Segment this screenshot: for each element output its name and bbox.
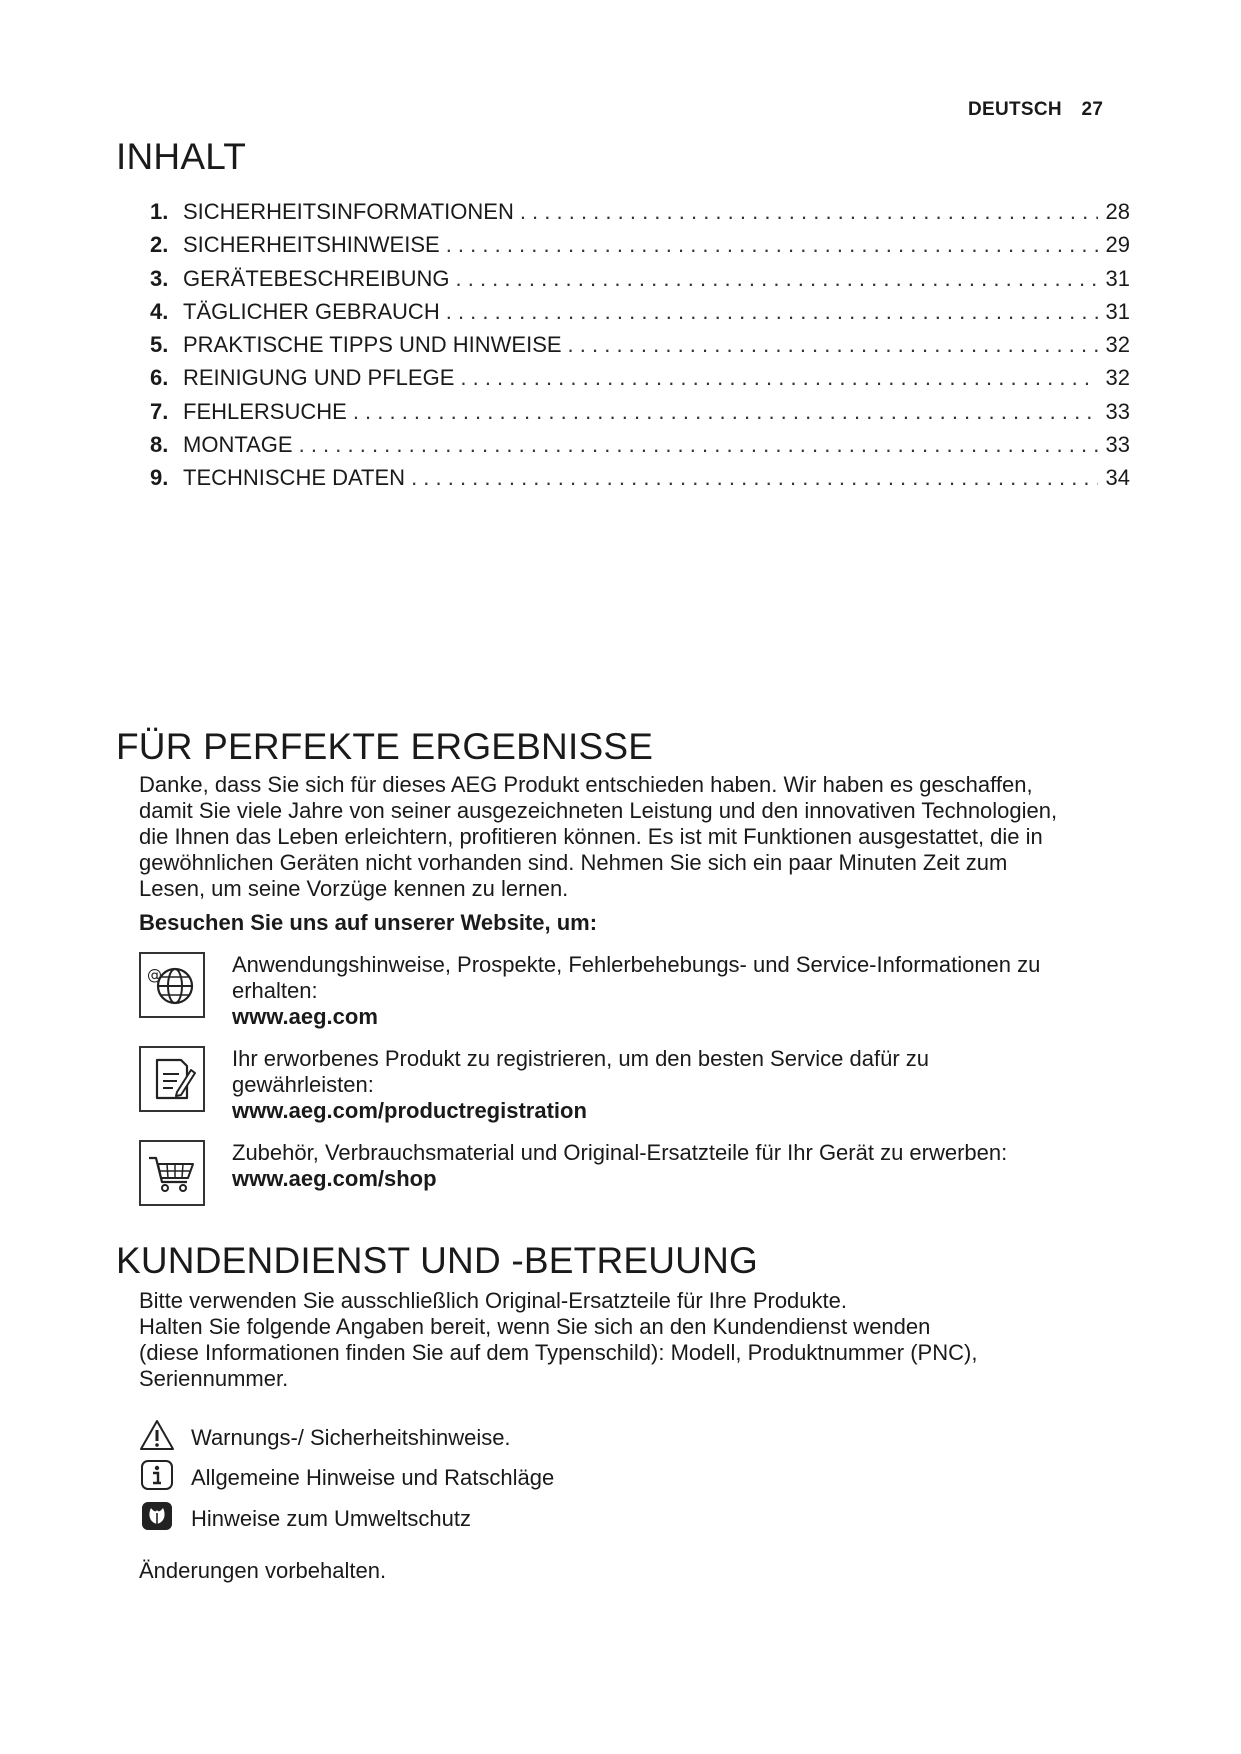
symbol-legend-environment — [139, 1503, 471, 1535]
toc-item-label: PRAKTISCHE TIPPS UND HINWEISE — [183, 332, 562, 358]
header-language: DEUTSCH — [968, 99, 1062, 120]
toc-leader-dots — [568, 332, 1098, 358]
product-registration-link[interactable]: www.aeg.com/productregistration — [232, 1098, 587, 1123]
toc-item-label: TÄGLICHER GEBRAUCH — [183, 298, 440, 324]
toc-item-page: 34 — [1105, 465, 1130, 491]
changes-reserved-note: Änderungen vorbehalten. — [139, 1558, 387, 1583]
toc-item[interactable] — [150, 232, 1130, 265]
results-section-title: FÜR PERFEKTE ERGEBNISSE — [116, 726, 654, 767]
toc-leader-dots — [353, 399, 1098, 425]
toc-item-number: 9. — [150, 465, 169, 491]
toc-leader-dots — [456, 266, 1099, 292]
toc-item-number: 3. — [150, 265, 169, 291]
toc-leader-dots — [460, 365, 1098, 391]
website-link-description — [232, 1140, 1152, 1192]
toc-item[interactable] — [150, 332, 1130, 365]
toc-leader-dots — [520, 199, 1098, 225]
website-link-description — [232, 1046, 1152, 1124]
toc-leader-dots — [411, 465, 1098, 491]
toc-item-label: MONTAGE — [183, 432, 293, 458]
intro-paragraph — [139, 772, 1139, 902]
toc-item-label: SICHERHEITSINFORMATIONEN — [183, 199, 514, 224]
toc-item-label: SICHERHEITSHINWEISE — [183, 232, 440, 258]
shop-link[interactable]: www.aeg.com/shop — [232, 1166, 437, 1191]
toc-item-number: 7. — [150, 398, 169, 424]
warning-icon — [139, 1419, 175, 1457]
toc-item-number: 6. — [150, 365, 169, 391]
toc-item-number: 2. — [150, 232, 169, 258]
toc-item-number: 4. — [150, 298, 169, 324]
toc-item[interactable] — [150, 199, 1130, 232]
toc-item[interactable] — [150, 465, 1130, 498]
toc-item-page: 31 — [1105, 265, 1130, 291]
toc-leader-dots — [446, 232, 1098, 258]
toc-leader-dots — [299, 432, 1098, 458]
service-line: (diese Informationen finden Sie auf dem Typenschild): Modell, Produktnummer (PNC), — [139, 1340, 978, 1365]
service-paragraph — [139, 1288, 1139, 1392]
intro-line: Danke, dass Sie sich für dieses AEG Produkt entschieden haben. Wir haben es geschaffen, — [139, 772, 1033, 797]
toc-item[interactable] — [150, 399, 1130, 432]
toc-title: INHALT — [116, 136, 247, 177]
symbol-label: Warnungs-/ Sicherheitshinweise. — [191, 1425, 511, 1450]
toc-leader-dots — [446, 299, 1098, 325]
toc-item-number: 5. — [150, 332, 169, 358]
symbol-legend-info — [139, 1462, 554, 1494]
link-text-line: Ihr erworbenes Produkt zu registrieren, um den besten Service dafür zu — [232, 1046, 930, 1071]
link-text-line: erhalten: — [232, 978, 318, 1003]
link-text-line: Zubehör, Verbrauchsmaterial und Original-Ersatzteile für Ihr Gerät zu erwerben: — [232, 1140, 1008, 1165]
toc-item-page: 33 — [1105, 432, 1130, 458]
environment-icon — [139, 1500, 175, 1538]
toc-item-page: 31 — [1105, 298, 1130, 324]
aeg-website-link[interactable]: www.aeg.com — [232, 1004, 378, 1029]
toc-item[interactable] — [150, 365, 1130, 398]
page-number: 27 — [1081, 99, 1104, 120]
toc-item[interactable] — [150, 266, 1130, 299]
service-line: Halten Sie folgende Angaben bereit, wenn Sie sich an den Kundendienst wenden — [139, 1314, 931, 1339]
website-link-description — [232, 952, 1152, 1030]
visit-website-heading: Besuchen Sie uns auf unserer Website, um: — [139, 910, 598, 935]
toc-item-number: 1. — [150, 199, 169, 224]
toc-item[interactable] — [150, 299, 1130, 332]
page-header — [968, 99, 1103, 121]
toc-item-page: 32 — [1105, 365, 1130, 391]
intro-line: die Ihnen das Leben erleichtern, profitieren können. Es ist mit Funktionen ausgestattet, die in — [139, 824, 1043, 849]
toc-item-number: 8. — [150, 432, 169, 458]
intro-line: Lesen, um seine Vorzüge kennen zu lernen. — [139, 876, 569, 901]
toc-item-label: REINIGUNG UND PFLEGE — [183, 365, 455, 391]
svg-text:@: @ — [147, 966, 162, 984]
toc-item-page: 32 — [1105, 332, 1130, 358]
symbol-label: Hinweise zum Umweltschutz — [191, 1506, 471, 1531]
toc-item-page: 33 — [1105, 398, 1130, 424]
service-section-title: KUNDENDIENST UND -BETREUUNG — [116, 1240, 758, 1281]
service-line: Bitte verwenden Sie ausschließlich Original-Ersatzteile für Ihre Produkte. — [139, 1288, 847, 1313]
intro-line: damit Sie viele Jahre von seiner ausgezeichneten Leistung und den innovativen Technologien, — [139, 798, 1058, 823]
toc-item-label: GERÄTEBESCHREIBUNG — [183, 265, 450, 291]
toc-item-page: 28 — [1105, 199, 1130, 224]
symbol-label: Allgemeine Hinweise und Ratschläge — [191, 1465, 555, 1490]
toc-item-label: FEHLERSUCHE — [183, 398, 347, 424]
link-text-line: Anwendungshinweise, Prospekte, Fehlerbehebungs- und Service-Informationen zu — [232, 952, 1041, 977]
symbol-legend-warning — [139, 1422, 511, 1454]
document-edit-icon — [139, 1046, 205, 1112]
link-text-line: gewährleisten: — [232, 1072, 374, 1097]
toc-item[interactable] — [150, 432, 1130, 465]
toc-item-page: 29 — [1105, 232, 1130, 258]
globe-at-icon — [139, 952, 205, 1018]
info-icon — [139, 1459, 175, 1497]
toc-item-label: TECHNISCHE DATEN — [183, 465, 406, 491]
intro-line: gewöhnlichen Geräten nicht vorhanden sind. Nehmen Sie sich ein paar Minuten Zeit zum — [139, 850, 1008, 875]
shopping-cart-icon — [139, 1140, 205, 1206]
service-line: Seriennummer. — [139, 1366, 289, 1391]
table-of-contents — [150, 199, 1130, 499]
